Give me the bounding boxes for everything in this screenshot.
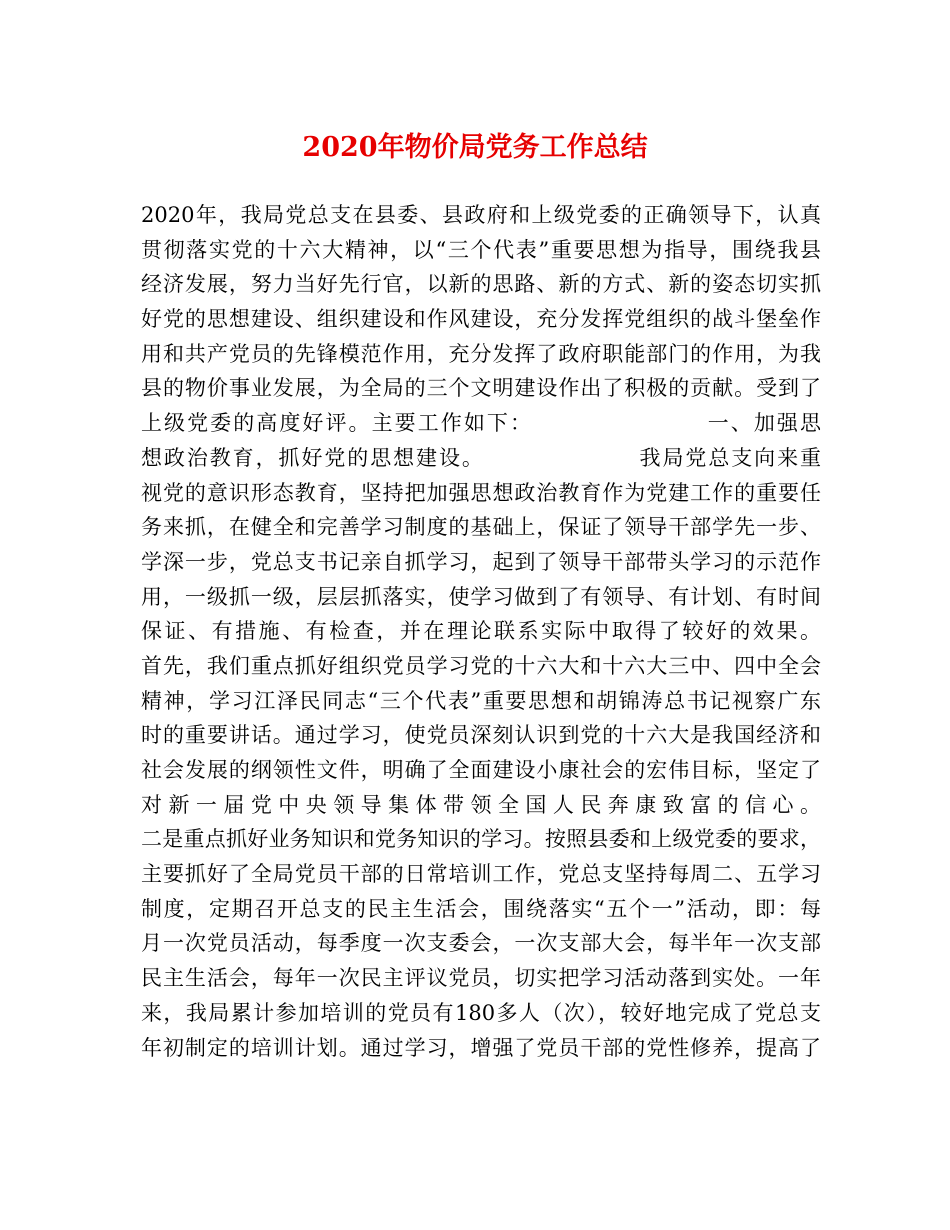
body-line: 首先，我们重点抓好组织党员学习党的十六大和十六大三中、四中全会 — [141, 653, 821, 678]
body-line: 2020年，我局党总支在县委、县政府和上级党委的正确领导下，认真 — [141, 203, 821, 227]
body-line: 对新一届党中央领导集体带领全国人民奔康致富的信心。 — [141, 792, 821, 817]
body-line: 来，我局累计参加培训的党员有180多人（次），较好地完成了党总支 — [141, 1000, 821, 1025]
body-line: 精神，学习江泽民同志“三个代表”重要思想和胡锦涛总书记视察广东 — [141, 688, 821, 713]
body-line: 制度，定期召开总支的民主生活会，围绕落实“五个一”活动，即：每 — [141, 896, 821, 921]
document-body — [141, 198, 821, 1065]
body-line: 社会发展的纲领性文件，明确了全面建设小康社会的宏伟目标，坚定了 — [141, 758, 821, 782]
body-line: 好党的思想建设、组织建设和作风建设，充分发挥党组织的战斗堡垒作 — [141, 307, 821, 332]
body-line: 县的物价事业发展，为全局的三个文明建设作出了积极的贡献。受到了 — [141, 376, 821, 401]
body-line: 年初制定的培训计划。通过学习，增强了党员干部的党性修养，提高了 — [141, 1035, 821, 1060]
body-line: 经济发展，努力当好先行官，以新的思路、新的方式、新的姿态切实抓 — [141, 272, 821, 297]
body-line: 用，一级抓一级，层层抓落实，使学习做到了有领导、有计划、有时间 — [141, 584, 821, 609]
body-line: 务来抓，在健全和完善学习制度的基础上，保证了领导干部学先一步、 — [141, 515, 821, 540]
document-title: 2020年物价局党务工作总结 — [302, 132, 648, 163]
body-line: 贯彻落实党的十六大精神，以“三个代表”重要思想为指导，围绕我县 — [141, 237, 821, 262]
body-line: 用和共产党员的先锋模范作用，充分发挥了政府职能部门的作用，为我 — [141, 341, 821, 366]
body-line: 保证、有措施、有检查，并在理论联系实际中取得了较好的效果。 — [141, 619, 821, 644]
body-line: 二是重点抓好业务知识和党务知识的学习。按照县委和上级党委的要求， — [141, 827, 821, 852]
body-line: 想政治教育，抓好党的思想建设。 我局党总支向来重 — [141, 445, 821, 470]
body-line: 民主生活会，每年一次民主评议党员，切实把学习活动落到实处。一年 — [141, 966, 821, 991]
body-line: 月一次党员活动，每季度一次支委会，一次支部大会，每半年一次支部 — [141, 931, 821, 956]
body-line: 上级党委的高度好评。主要工作如下： 一、加强思 — [141, 411, 821, 436]
body-line: 主要抓好了全局党员干部的日常培训工作，党总支坚持每周二、五学习 — [141, 862, 821, 887]
body-line: 学深一步，党总支书记亲自抓学习，起到了领导干部带头学习的示范作 — [141, 549, 821, 574]
body-line: 时的重要讲话。通过学习，使党员深刻认识到党的十六大是我国经济和 — [141, 723, 821, 748]
body-line: 视党的意识形态教育，坚持把加强思想政治教育作为党建工作的重要任 — [141, 480, 821, 505]
